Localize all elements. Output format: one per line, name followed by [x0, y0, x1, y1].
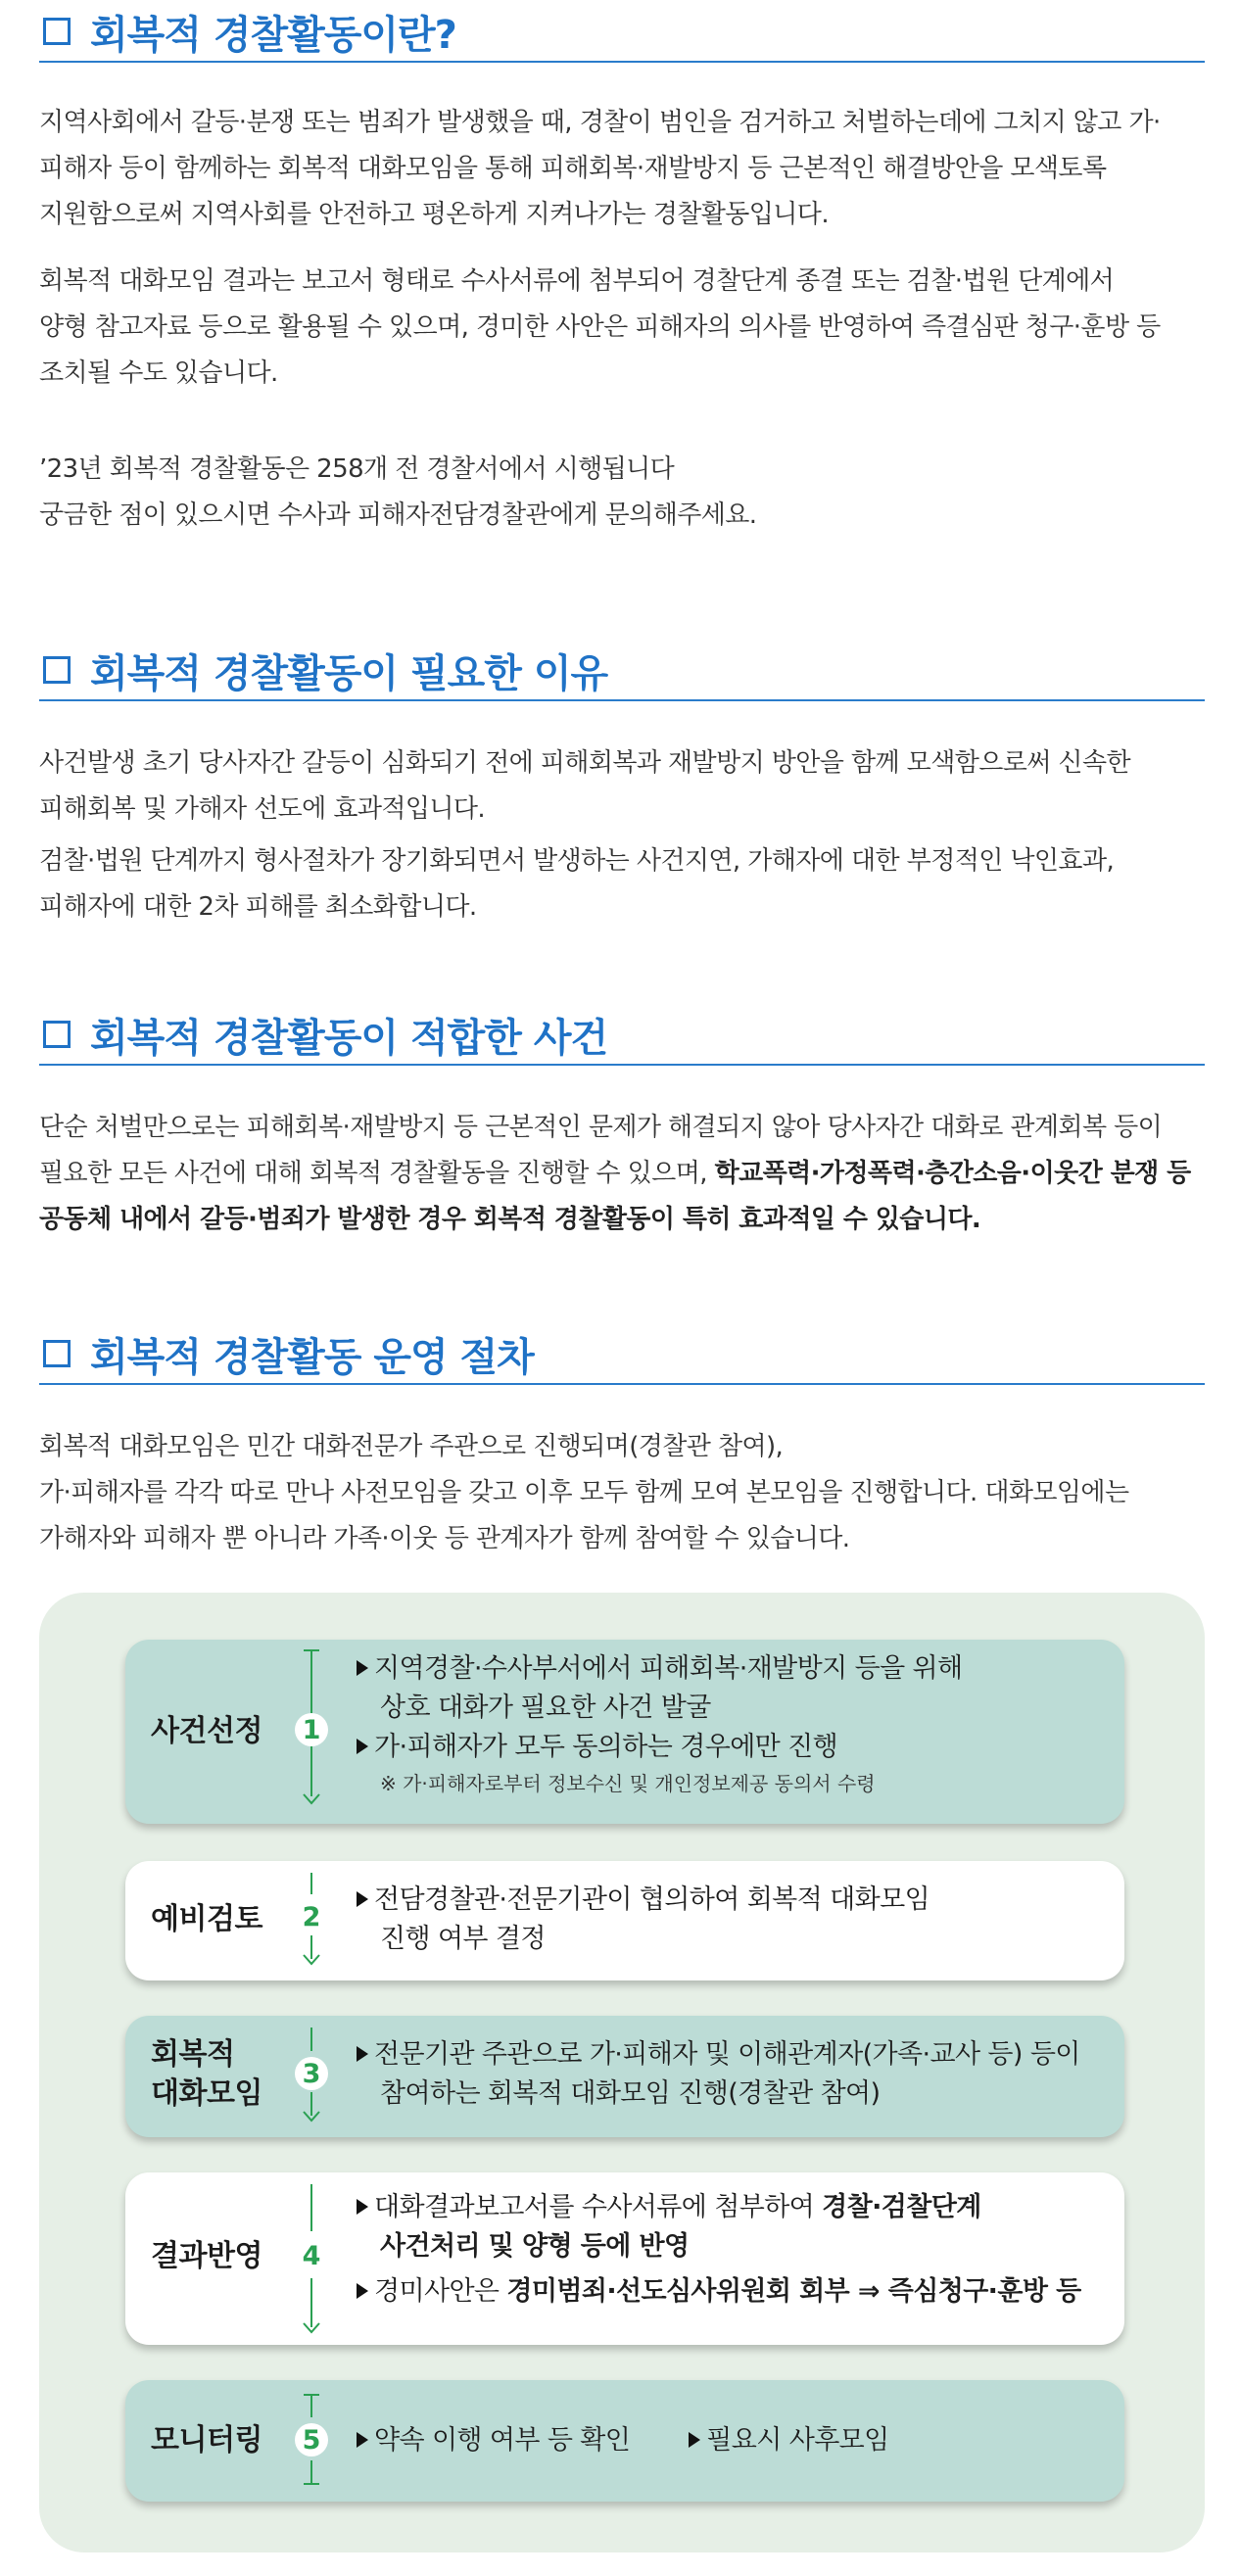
section-procedure	[39, 1330, 1205, 1385]
step-connector	[310, 1873, 312, 1894]
connector-end-cap	[304, 2483, 319, 2485]
bullet-line: 전담경찰관·전문기관이 협의하여 회복적 대화모임	[357, 1881, 1105, 1920]
text-line: 지원함으로써 지역사회를 안전하고 평온하게 지켜나가는 경찰활동입니다.	[39, 200, 829, 229]
text-line: 피해자 등이 함께하는 회복적 대화모임을 통해 피해회복·재발방지 등 근본적인 해결방안을 모색토록	[39, 154, 1107, 183]
triangle-bullet-icon	[357, 2046, 368, 2062]
text-line: ’23년 회복적 경찰활동은 258개 전 경찰서에서 시행됩니다	[39, 454, 675, 484]
section-heading: 회복적 경찰활동 운영 절차	[90, 1334, 534, 1380]
text-line: 가해자와 피해자 뿐 아니라 가족·이웃 등 관계자가 함께 참여할 수 있습니다.	[39, 1524, 850, 1553]
step-label: 예비검토	[151, 1902, 262, 1936]
step-label: 결과반영	[151, 2239, 262, 2273]
text-line: 가·피해자를 각각 따로 만나 사전모임을 갖고 이후 모두 함께 모여 본모임을 진행합니다. 대화모임에는	[39, 1478, 1129, 1507]
text-line: 지역사회에서 갈등·분쟁 또는 범죄가 발생했을 때, 경찰이 범인을 검거하고 처벌하는데에 그치지 않고 가·	[39, 108, 1161, 137]
step-card-5	[125, 2380, 1124, 2502]
bold-text: 학교폭력·가정폭력·층간소음·이웃간 분쟁 등	[714, 1159, 1191, 1188]
step-label: 사건선정	[151, 1714, 262, 1748]
bullet-continuation: 참여하는 회복적 대화모임 진행(경찰관 참여)	[380, 2078, 881, 2109]
arrow-down-icon	[302, 1787, 321, 1806]
text-line: 피해회복 및 가해자 선도에 효과적입니다.	[39, 794, 486, 824]
step-number: 1	[295, 1713, 328, 1746]
step-connector	[310, 2460, 312, 2484]
triangle-bullet-icon	[689, 2432, 700, 2448]
step-card-4	[125, 2172, 1124, 2345]
section-heading: 회복적 경찰활동이 적합한 사건	[90, 1015, 608, 1061]
section-title	[39, 8, 1205, 63]
arrow-down-icon	[302, 2104, 321, 2123]
square-icon	[43, 1021, 71, 1048]
triangle-bullet-icon	[357, 2283, 368, 2299]
bullet-line: 지역경찰·수사부서에서 피해회복·재발방지 등을 위해	[357, 1649, 1105, 1689]
step-card-1	[125, 1640, 1124, 1824]
bullet-line: 전문기관 주관으로 가·피해자 및 이해관계자(가족·교사 등) 등이	[357, 2035, 1105, 2075]
arrow-down-icon	[302, 1947, 321, 1967]
step-number: 5	[295, 2423, 328, 2457]
bullet-continuation: 상호 대화가 필요한 사건 발굴	[380, 1693, 711, 1723]
arrow-down-icon	[302, 2315, 321, 2335]
step-bullets	[357, 2188, 1105, 2312]
step-card-2	[125, 1861, 1124, 1980]
bullet-continuation: 진행 여부 결정	[380, 1924, 546, 1954]
step-bullets	[357, 1649, 1105, 1800]
step-label: 모니터링	[151, 2423, 262, 2457]
triangle-bullet-icon	[357, 1891, 368, 1907]
bullet-continuation: 사건처리 및 양형 등에 반영	[380, 2231, 690, 2262]
step-connector	[310, 2027, 312, 2051]
step-number: 3	[295, 2057, 328, 2090]
step-bullets	[357, 2421, 1105, 2460]
triangle-bullet-icon	[357, 2432, 368, 2448]
text-line: 피해자에 대한 2차 피해를 최소화합니다.	[39, 892, 477, 922]
paragraph	[39, 1105, 1205, 1243]
step-connector	[310, 2184, 312, 2231]
section-title	[39, 1011, 1205, 1066]
step-note: ※ 가·피해자로부터 정보수신 및 개인정보제공 동의서 수령	[380, 1772, 876, 1795]
text-line: 사건발생 초기 당사자간 갈등이 심화되기 전에 피해회복과 재발방지 방안을 함께 모색함으로써 신속한	[39, 748, 1130, 778]
text-line: 양형 참고자료 등으로 활용될 수 있으며, 경미한 사안은 피해자의 의사를 반영하여 즉결심판 청구·훈방 등	[39, 312, 1161, 342]
step-card-3	[125, 2016, 1124, 2137]
section-what-is	[39, 8, 1205, 63]
square-icon	[43, 656, 71, 684]
section-heading: 회복적 경찰활동이 필요한 이유	[90, 650, 608, 696]
paragraph	[39, 1424, 1205, 1562]
step-label: 회복적 대화모임	[151, 2037, 262, 2111]
paragraph	[39, 100, 1205, 238]
section-heading: 회복적 경찰활동이란?	[90, 12, 456, 58]
step-connector	[310, 2394, 312, 2417]
text-line: 궁금한 점이 있으시면 수사과 피해자전담경찰관에게 문의해주세요.	[39, 501, 757, 530]
paragraph	[39, 838, 1205, 930]
step-number: 4	[302, 2240, 321, 2271]
triangle-bullet-icon	[357, 1660, 368, 1676]
section-title	[39, 1330, 1205, 1385]
step-number: 2	[302, 1901, 321, 1932]
text-line: 검찰·법원 단계까지 형사절차가 장기화되면서 발생하는 사건지연, 가해자에 대한 부정적인 낙인효과,	[39, 846, 1115, 876]
paragraph	[39, 740, 1205, 833]
bullet-line: 가·피해자가 모두 동의하는 경우에만 진행	[357, 1728, 1105, 1767]
square-icon	[43, 1340, 71, 1367]
triangle-bullet-icon	[357, 2199, 368, 2215]
bullet-line: 약속 이행 여부 등 확인 필요시 사후모임	[357, 2421, 1105, 2460]
procedure-panel	[39, 1593, 1205, 2552]
section-why-needed	[39, 646, 1205, 701]
text-line	[39, 1151, 1205, 1197]
text-span: 필요한 모든 사건에 대해 회복적 경찰활동을 진행할 수 있으며,	[39, 1159, 715, 1188]
step-bullets	[357, 1881, 1105, 1959]
triangle-bullet-icon	[357, 1739, 368, 1754]
step-bullets	[357, 2035, 1105, 2114]
text-line: 단순 처벌만으로는 피해회복·재발방지 등 근본적인 문제가 해결되지 않아 당사자간 대화로 관계회복 등이	[39, 1113, 1163, 1142]
section-suitable-cases	[39, 1011, 1205, 1066]
square-icon	[43, 18, 71, 45]
bullet-line: 대화결과보고서를 수사서류에 첨부하여 경찰·검찰단계	[357, 2188, 1105, 2227]
text-line: 조치될 수도 있습니다.	[39, 358, 278, 388]
bold-text: 공동체 내에서 갈등·범죄가 발생한 경우 회복적 경찰활동이 특히 효과적일 수 있습니다.	[39, 1205, 981, 1234]
section-title	[39, 646, 1205, 701]
text-line: 회복적 대화모임은 민간 대화전문가 주관으로 진행되며(경찰관 참여),	[39, 1432, 784, 1461]
paragraph	[39, 259, 1205, 397]
bullet-line: 경미사안은 경미범죄·선도심사위원회 회부 ⇒ 즉심청구·훈방 등	[357, 2272, 1105, 2312]
text-line	[39, 1197, 1205, 1243]
text-line: 회복적 대화모임 결과는 보고서 형태로 수사서류에 첨부되어 경찰단계 종결 또는 검찰·법원 단계에서	[39, 266, 1115, 296]
paragraph	[39, 447, 1205, 539]
